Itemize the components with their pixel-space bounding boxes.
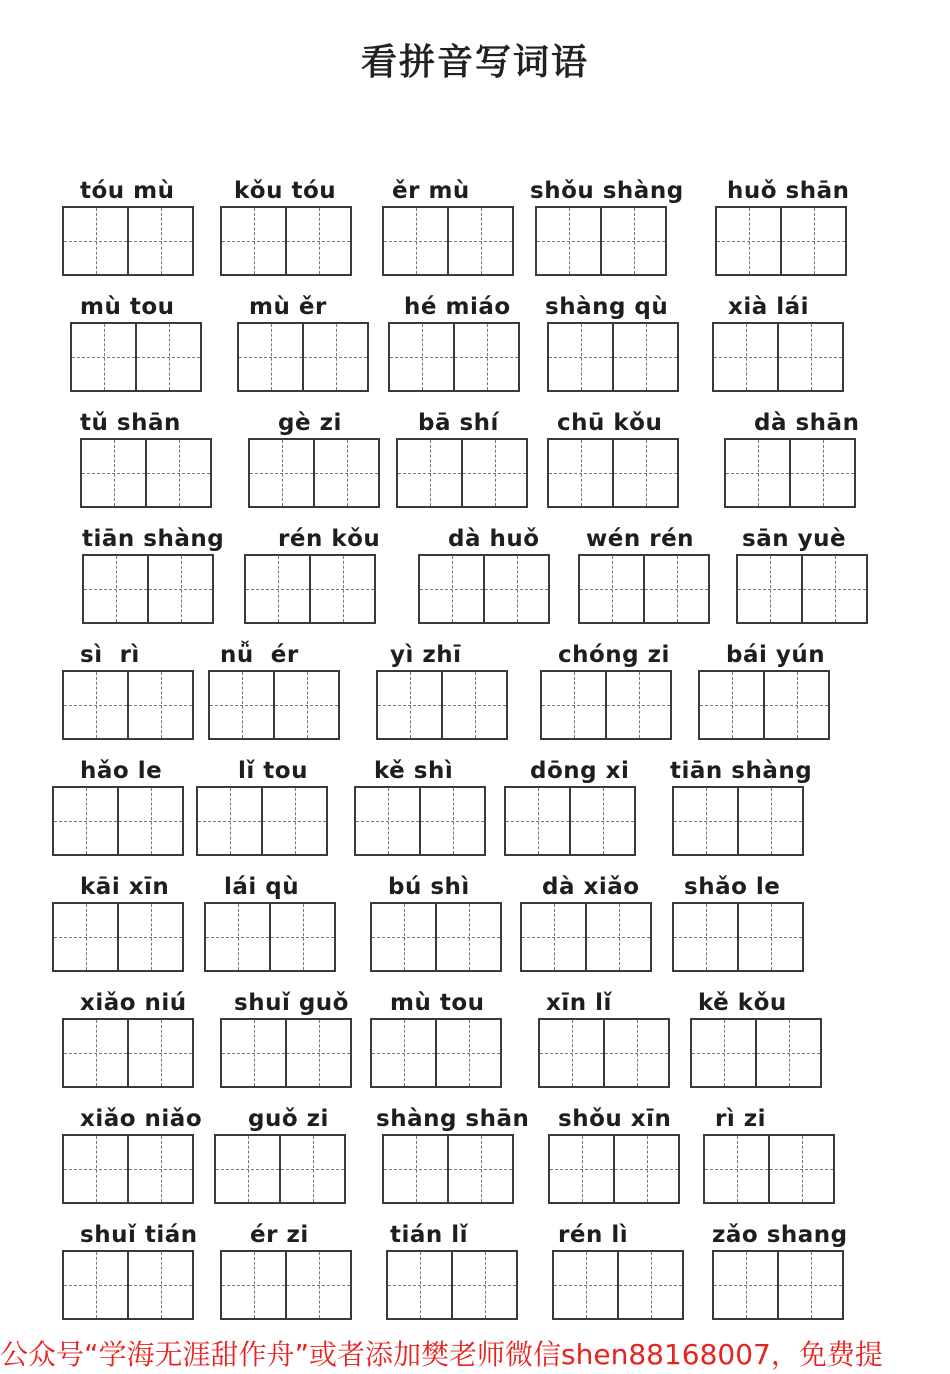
tianzige-cell[interactable] (372, 1020, 435, 1086)
tianzige-writing-boxes[interactable] (52, 786, 184, 856)
tianzige-cell[interactable] (441, 672, 506, 738)
pinyin-label: kǒu tóu (234, 178, 337, 204)
promo-footer: 公众号“学海无涯甜作舟”或者添加樊老师微信shen88168007，免费提 (0, 1338, 883, 1371)
pinyin-label: kě shì (374, 758, 454, 784)
pinyin-label: guǒ zi (248, 1106, 329, 1132)
tianzige-writing-boxes[interactable] (214, 1134, 346, 1204)
tianzige-cell[interactable] (755, 1020, 820, 1086)
tianzige-writing-boxes[interactable] (578, 554, 710, 624)
tianzige-cell[interactable] (222, 1020, 285, 1086)
tianzige-writing-boxes[interactable] (382, 206, 514, 276)
tianzige-writing-boxes[interactable] (388, 322, 520, 392)
pinyin-label: shǎo le (684, 874, 781, 900)
pinyin-label: rén kǒu (278, 526, 381, 552)
pinyin-label: hǎo le (80, 758, 163, 784)
tianzige-writing-boxes[interactable] (736, 554, 868, 624)
tianzige-writing-boxes[interactable] (62, 206, 194, 276)
tianzige-cell[interactable] (273, 672, 338, 738)
page-title: 看拼音写词语 (360, 42, 589, 83)
pinyin-label: dà shān (754, 410, 860, 436)
pinyin-label: xià lái (728, 294, 810, 320)
tianzige-cell[interactable] (613, 1136, 678, 1202)
tianzige-cell[interactable] (777, 324, 842, 390)
tianzige-writing-boxes[interactable] (80, 438, 212, 508)
pinyin-label: shuǐ tián (80, 1222, 198, 1248)
pinyin-label: lǐ tou (238, 758, 308, 784)
pinyin-label: nǚ ér (220, 642, 299, 668)
tianzige-cell[interactable] (612, 440, 677, 506)
pinyin-label: shàng shān (376, 1106, 530, 1132)
pinyin-label: bú shì (388, 874, 470, 900)
tianzige-cell[interactable] (261, 788, 326, 854)
tianzige-writing-boxes[interactable] (520, 902, 652, 972)
tianzige-cell[interactable] (600, 208, 665, 274)
tianzige-cell[interactable] (726, 440, 789, 506)
pinyin-label: tóu mù (80, 178, 175, 204)
tianzige-cell[interactable] (384, 1136, 447, 1202)
tianzige-cell[interactable] (54, 788, 117, 854)
tianzige-cell[interactable] (135, 324, 200, 390)
tianzige-cell[interactable] (54, 904, 117, 970)
tianzige-writing-boxes[interactable] (547, 322, 679, 392)
tianzige-cell[interactable] (453, 324, 518, 390)
tianzige-cell[interactable] (64, 1252, 127, 1318)
tianzige-cell[interactable] (763, 672, 828, 738)
tianzige-writing-boxes[interactable] (220, 206, 352, 276)
tianzige-writing-boxes[interactable] (712, 322, 844, 392)
tianzige-cell[interactable] (64, 1020, 127, 1086)
tianzige-cell[interactable] (269, 904, 334, 970)
tianzige-cell[interactable] (390, 324, 453, 390)
pinyin-label: huǒ shān (727, 178, 850, 204)
tianzige-cell[interactable] (435, 1020, 500, 1086)
pinyin-label: bái yún (726, 642, 826, 668)
tianzige-cell[interactable] (780, 208, 845, 274)
pinyin-label: yì zhī (390, 642, 462, 668)
tianzige-writing-boxes[interactable] (196, 786, 328, 856)
tianzige-cell[interactable] (388, 1252, 451, 1318)
tianzige-writing-boxes[interactable] (724, 438, 856, 508)
pinyin-label: xiǎo niǎo (80, 1106, 203, 1132)
tianzige-cell[interactable] (483, 556, 548, 622)
tianzige-cell[interactable] (302, 324, 367, 390)
pinyin-label: mù ěr (249, 294, 327, 320)
tianzige-cell[interactable] (714, 324, 777, 390)
tianzige-writing-boxes[interactable] (208, 670, 340, 740)
pinyin-label: rén lì (558, 1222, 629, 1248)
tianzige-writing-boxes[interactable] (672, 902, 804, 972)
tianzige-cell[interactable] (147, 556, 212, 622)
tianzige-cell[interactable] (705, 1136, 768, 1202)
tianzige-writing-boxes[interactable] (698, 670, 830, 740)
tianzige-writing-boxes[interactable] (82, 554, 214, 624)
tianzige-cell[interactable] (419, 788, 484, 854)
tianzige-cell[interactable] (398, 440, 461, 506)
tianzige-cell[interactable] (447, 208, 512, 274)
pinyin-label: kāi xīn (80, 874, 170, 900)
pinyin-label: sān yuè (742, 526, 847, 552)
pinyin-label: shǒu shàng (530, 178, 684, 204)
tianzige-cell[interactable] (506, 788, 569, 854)
tianzige-cell[interactable] (84, 556, 147, 622)
tianzige-cell[interactable] (216, 1136, 279, 1202)
tianzige-cell[interactable] (801, 556, 866, 622)
tianzige-writing-boxes[interactable] (237, 322, 369, 392)
pinyin-label: zǎo shang (712, 1222, 848, 1248)
tianzige-cell[interactable] (789, 440, 854, 506)
tianzige-writing-boxes[interactable] (244, 554, 376, 624)
pinyin-label: mù tou (390, 990, 485, 1016)
tianzige-writing-boxes[interactable] (396, 438, 528, 508)
tianzige-writing-boxes[interactable] (52, 902, 184, 972)
tianzige-writing-boxes[interactable] (535, 206, 667, 276)
tianzige-cell[interactable] (700, 672, 763, 738)
tianzige-writing-boxes[interactable] (672, 786, 804, 856)
tianzige-writing-boxes[interactable] (538, 1018, 670, 1088)
tianzige-writing-boxes[interactable] (552, 1250, 684, 1320)
tianzige-cell[interactable] (550, 1136, 613, 1202)
tianzige-cell[interactable] (206, 904, 269, 970)
pinyin-label: tǔ shān (80, 410, 181, 436)
tianzige-writing-boxes[interactable] (62, 1018, 194, 1088)
tianzige-writing-boxes[interactable] (548, 1134, 680, 1204)
tianzige-cell[interactable] (451, 1252, 516, 1318)
tianzige-cell[interactable] (540, 1020, 603, 1086)
pinyin-label: dà huǒ (448, 526, 540, 552)
pinyin-label: sì rì (80, 642, 140, 668)
pinyin-label: hé miáo (404, 294, 511, 320)
tianzige-writing-boxes[interactable] (248, 438, 380, 508)
tianzige-cell[interactable] (222, 208, 285, 274)
tianzige-cell[interactable] (674, 788, 737, 854)
tianzige-cell[interactable] (117, 788, 182, 854)
tianzige-cell[interactable] (542, 672, 605, 738)
pinyin-label: tiān shàng (82, 526, 225, 552)
tianzige-cell[interactable] (210, 672, 273, 738)
tianzige-cell[interactable] (692, 1020, 755, 1086)
tianzige-cell[interactable] (82, 440, 145, 506)
tianzige-cell[interactable] (605, 672, 670, 738)
tianzige-cell[interactable] (603, 1020, 668, 1086)
tianzige-cell[interactable] (617, 1252, 682, 1318)
pinyin-label: xīn lǐ (546, 990, 612, 1016)
tianzige-cell[interactable] (239, 324, 302, 390)
tianzige-writing-boxes[interactable] (547, 438, 679, 508)
pinyin-label: chū kǒu (557, 410, 663, 436)
pinyin-label: chóng zi (558, 642, 670, 668)
tianzige-writing-boxes[interactable] (715, 206, 847, 276)
tianzige-cell[interactable] (285, 208, 350, 274)
tianzige-writing-boxes[interactable] (690, 1018, 822, 1088)
tianzige-writing-boxes[interactable] (703, 1134, 835, 1204)
pinyin-label: dōng xi (530, 758, 630, 784)
tianzige-cell[interactable] (127, 1136, 192, 1202)
tianzige-cell[interactable] (580, 556, 643, 622)
tianzige-writing-boxes[interactable] (62, 670, 194, 740)
tianzige-cell[interactable] (435, 904, 500, 970)
pinyin-label: mù tou (80, 294, 175, 320)
tianzige-writing-boxes[interactable] (370, 902, 502, 972)
tianzige-cell[interactable] (384, 208, 447, 274)
pinyin-label: shàng qù (545, 294, 669, 320)
tianzige-cell[interactable] (250, 440, 313, 506)
pinyin-label: dà xiǎo (542, 874, 640, 900)
tianzige-cell[interactable] (117, 904, 182, 970)
tianzige-cell[interactable] (145, 440, 210, 506)
tianzige-cell[interactable] (569, 788, 634, 854)
tianzige-cell[interactable] (309, 556, 374, 622)
tianzige-cell[interactable] (549, 440, 612, 506)
tianzige-cell[interactable] (737, 904, 802, 970)
tianzige-writing-boxes[interactable] (382, 1134, 514, 1204)
tianzige-writing-boxes[interactable] (370, 1018, 502, 1088)
tianzige-writing-boxes[interactable] (204, 902, 336, 972)
tianzige-cell[interactable] (549, 324, 612, 390)
tianzige-cell[interactable] (768, 1136, 833, 1202)
tianzige-cell[interactable] (222, 1252, 285, 1318)
tianzige-writing-boxes[interactable] (220, 1018, 352, 1088)
tianzige-cell[interactable] (127, 1252, 192, 1318)
tianzige-writing-boxes[interactable] (712, 1250, 844, 1320)
tianzige-writing-boxes[interactable] (70, 322, 202, 392)
pinyin-label: tiān shàng (670, 758, 813, 784)
tianzige-writing-boxes[interactable] (62, 1134, 194, 1204)
tianzige-cell[interactable] (585, 904, 650, 970)
tianzige-cell[interactable] (127, 672, 192, 738)
tianzige-cell[interactable] (246, 556, 309, 622)
tianzige-cell[interactable] (285, 1252, 350, 1318)
pinyin-label: rì zi (715, 1106, 767, 1132)
tianzige-writing-boxes[interactable] (504, 786, 636, 856)
tianzige-cell[interactable] (737, 788, 802, 854)
tianzige-cell[interactable] (64, 1136, 127, 1202)
tianzige-cell[interactable] (777, 1252, 842, 1318)
tianzige-writing-boxes[interactable] (376, 670, 508, 740)
tianzige-writing-boxes[interactable] (220, 1250, 352, 1320)
tianzige-cell[interactable] (127, 208, 192, 274)
tianzige-writing-boxes[interactable] (386, 1250, 518, 1320)
tianzige-cell[interactable] (313, 440, 378, 506)
pinyin-label: lái qù (224, 874, 300, 900)
pinyin-label: ěr mù (392, 178, 470, 204)
tianzige-writing-boxes[interactable] (354, 786, 486, 856)
pinyin-label: wén rén (586, 526, 695, 552)
tianzige-cell[interactable] (279, 1136, 344, 1202)
tianzige-cell[interactable] (612, 324, 677, 390)
tianzige-cell[interactable] (554, 1252, 617, 1318)
pinyin-label: ér zi (250, 1222, 309, 1248)
tianzige-cell[interactable] (714, 1252, 777, 1318)
tianzige-cell[interactable] (643, 556, 708, 622)
tianzige-cell[interactable] (356, 788, 419, 854)
pinyin-label: xiǎo niú (80, 990, 187, 1016)
tianzige-writing-boxes[interactable] (418, 554, 550, 624)
tianzige-writing-boxes[interactable] (540, 670, 672, 740)
tianzige-cell[interactable] (537, 208, 600, 274)
tianzige-cell[interactable] (285, 1020, 350, 1086)
pinyin-label: kě kǒu (698, 990, 787, 1016)
tianzige-cell[interactable] (717, 208, 780, 274)
tianzige-cell[interactable] (72, 324, 135, 390)
pinyin-label: gè zi (278, 410, 342, 436)
tianzige-cell[interactable] (64, 208, 127, 274)
tianzige-cell[interactable] (198, 788, 261, 854)
tianzige-cell[interactable] (420, 556, 483, 622)
tianzige-cell[interactable] (64, 672, 127, 738)
tianzige-cell[interactable] (738, 556, 801, 622)
pinyin-label: bā shí (418, 410, 499, 436)
tianzige-cell[interactable] (372, 904, 435, 970)
tianzige-writing-boxes[interactable] (62, 1250, 194, 1320)
tianzige-cell[interactable] (674, 904, 737, 970)
pinyin-label: shuǐ guǒ (234, 990, 349, 1016)
tianzige-cell[interactable] (522, 904, 585, 970)
tianzige-cell[interactable] (461, 440, 526, 506)
pinyin-label: tián lǐ (390, 1222, 469, 1248)
tianzige-cell[interactable] (378, 672, 441, 738)
tianzige-cell[interactable] (127, 1020, 192, 1086)
tianzige-cell[interactable] (447, 1136, 512, 1202)
pinyin-label: shǒu xīn (558, 1106, 672, 1132)
